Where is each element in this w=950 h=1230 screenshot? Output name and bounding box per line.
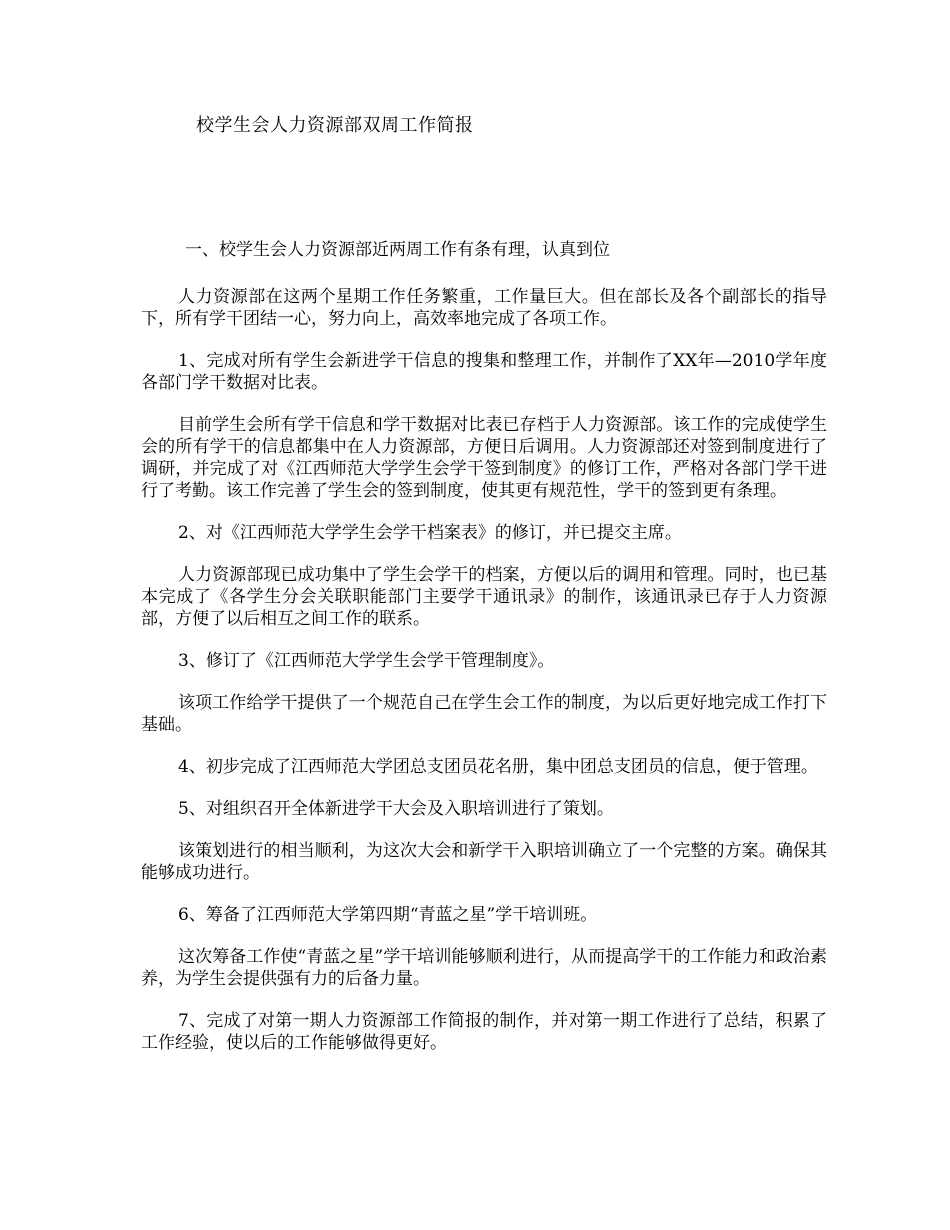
paragraph-item-1-detail: 目前学生会所有学干信息和学干数据对比表已存档于人力资源部。该工作的完成使学生会的所有学干的信息都集中在人力资源部，方便日后调用。人力资源部还对签到制度进行了调研，并完成了对《江西师范大学学生会学干签到制度》的修订工作，严格对各部门学干进行了考勤。该工作完善了学生会的签到制度，使其更有规范性，学干的签到更有条理。 xyxy=(141,415,827,501)
document-title: 校学生会人力资源部双周工作简报 xyxy=(196,115,474,136)
document-body xyxy=(141,239,827,1074)
paragraph-item-5: 5、对组织召开全体新进学干大会及入职培训进行了策划。 xyxy=(178,799,614,819)
paragraph-item-3-detail: 该项工作给学干提供了一个规范自己在学生会工作的制度，为以后更好地完成工作打下基础。 xyxy=(141,693,827,735)
paragraph-item-1: 1、完成对所有学生会新进学干信息的搜集和整理工作，并制作了XX年—2010学年度各部门学干数据对比表。 xyxy=(141,351,827,393)
paragraph-item-2-detail: 人力资源部现已成功集中了学生会学干的档案，方便以后的调用和管理。同时，也已基本完成了《各学生分会关联职能部门主要学干通讯录》的制作，该通讯录已存于人力资源部，方便了以后相互之间工作的联系。 xyxy=(141,565,827,629)
paragraph-item-6-detail: 这次筹备工作使“青蓝之星”学干培训能够顺利进行，从而提高学干的工作能力和政治素养，为学生会提供强有力的后备力量。 xyxy=(141,947,827,989)
paragraph-item-4: 4、初步完成了江西师范大学团总支团员花名册，集中团总支团员的信息，便于管理。 xyxy=(178,757,818,777)
paragraph-intro: 人力资源部在这两个星期工作任务繁重，工作量巨大。但在部长及各个副部长的指导下，所有学干团结一心，努力向上，高效率地完成了各项工作。 xyxy=(141,287,827,329)
paragraph-item-5-detail: 该策划进行的相当顺利，为这次大会和新学干入职培训确立了一个完整的方案。确保其能够成功进行。 xyxy=(141,841,827,883)
paragraph-item-6: 6、筹备了江西师范大学第四期“青蓝之星”学干培训班。 xyxy=(178,905,598,925)
paragraph-item-2: 2、对《江西师范大学学生会学干档案表》的修订，并已提交主席。 xyxy=(178,523,682,543)
paragraph-item-3: 3、修订了《江西师范大学学生会学干管理制度》。 xyxy=(178,651,555,671)
paragraph-item-7: 7、完成了对第一期人力资源部工作简报的制作，并对第一期工作进行了总结，积累了工作经验，使以后的工作能够做得更好。 xyxy=(141,1011,827,1053)
section-heading: 一、校学生会人力资源部近两周工作有条有理，认真到位 xyxy=(185,240,610,260)
